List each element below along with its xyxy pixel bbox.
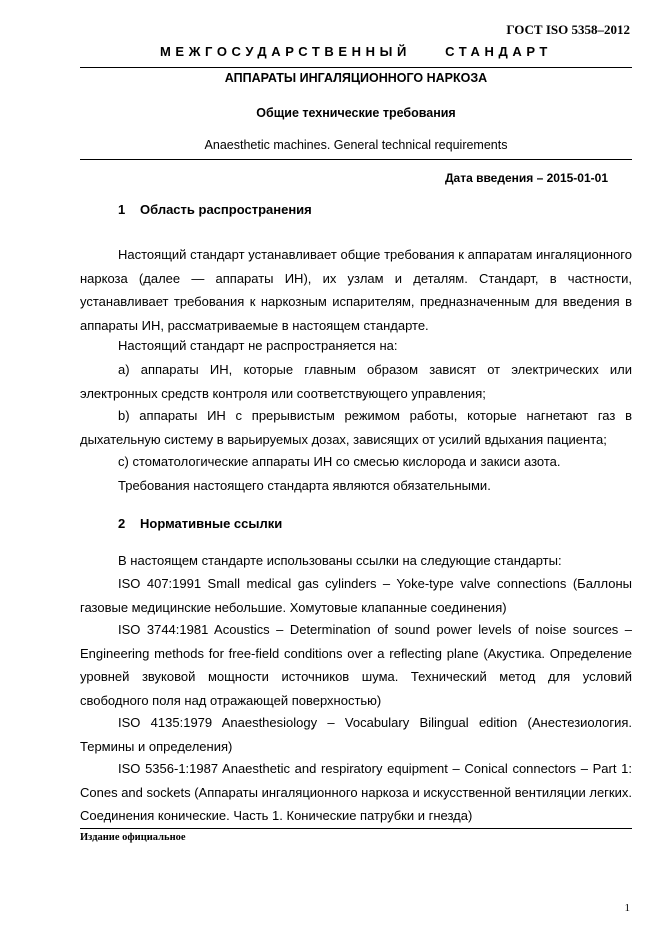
reference-item: ISO 5356-1:1987 Anaesthetic and respiratory equipment – Conical connectors – Part 1: Cones and sockets (Аппараты ингаляционного наркоза и искусственной вентиляции легких. Соединения конические. Часть 1. Конические патрубки и гнезда) [80, 761, 632, 823]
document-title: АППАРАТЫ ИНГАЛЯЦИОННОГО НАРКОЗА [224, 71, 488, 85]
list-item: a) аппараты ИН, которые главным образом зависят от электрических или электронных средств контроля или соответствующего управления; [80, 362, 632, 401]
page-number: 1 [624, 902, 630, 914]
official-edition-note: Издание официальное [80, 832, 186, 843]
reference-item: ISO 4135:1979 Anaesthesiology – Vocabulary Bilingual edition (Анестезиология. Термины и определения) [80, 715, 632, 754]
paragraph: Требования настоящего стандарта являются обязательными. [118, 478, 491, 493]
section-number: 2 [118, 516, 126, 531]
document-subtitle: Общие технические требования [256, 106, 456, 120]
list-item: b) аппараты ИН с прерывистым режимом работы, которые нагнетают газ в дыхательную систему в варьируемых дозах, зависящих от усилий вдыхания пациента; [80, 408, 632, 447]
section-heading-references [118, 516, 282, 531]
paragraph: В настоящем стандарте использованы ссылки на следующие стандарты: [118, 553, 562, 568]
divider-footer [80, 828, 632, 829]
section-heading-scope [118, 202, 312, 217]
section-title: Область распространения [140, 202, 312, 217]
divider-title [80, 159, 632, 160]
section-title: Нормативные ссылки [140, 516, 283, 531]
reference-item: ISO 3744:1981 Acoustics – Determination of sound power levels of noise sources – Engineering methods for free-field conditions over a reflecting plane (Акустика. Определение уровней звуковой мощности источников шума. Технический метод для условий свободного поля над отражающей поверхностью) [80, 622, 632, 708]
introduction-date: Дата введения – 2015-01-01 [444, 171, 608, 185]
standard-id: ГОСТ ISO 5358–2012 [506, 22, 630, 37]
standard-type-label: МЕЖГОСУДАРСТВЕННЫЙ СТАНДАРТ [160, 44, 552, 59]
reference-item: ISO 407:1991 Small medical gas cylinders – Yoke-type valve connections (Баллоны газовые медицинские небольшие. Хомутовые клапанные соединения) [80, 576, 632, 615]
section-number: 1 [118, 202, 126, 217]
paragraph: Настоящий стандарт не распространяется на: [118, 338, 398, 353]
document-english-title: Anaesthetic machines. General technical requirements [204, 138, 508, 152]
paragraph: Настоящий стандарт устанавливает общие требования к аппаратам ингаляционного наркоза (далее — аппараты ИН), их узлам и деталям. Стандарт, в частности, устанавливает требования к наркозным испарителям, предназначенным для введения в аппараты ИН, рассматриваемые в настоящем стандарте. [80, 247, 632, 333]
list-item: c) стоматологические аппараты ИН со смесью кислорода и закиси азота. [118, 454, 561, 469]
divider-top [80, 67, 632, 68]
